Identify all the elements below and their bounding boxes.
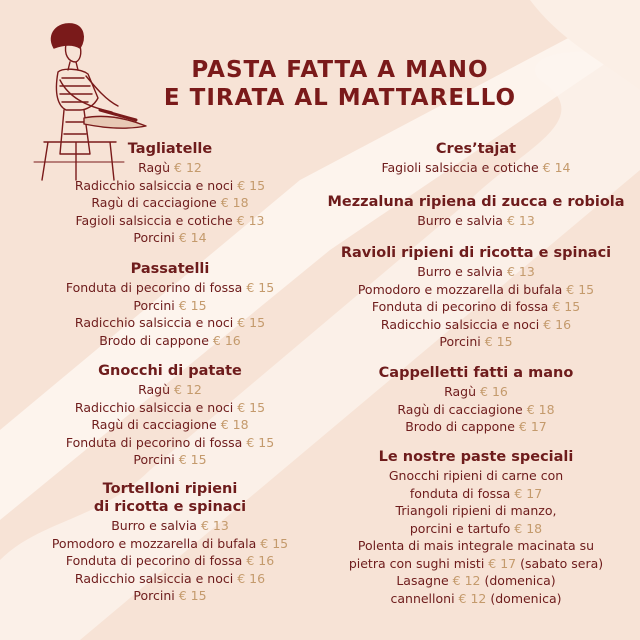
dish-name: Fagioli salsiccia e cotiche — [381, 160, 539, 175]
dish-name: fonduta di fossa — [409, 485, 511, 501]
dish-name: Pomodoro e mozzarella di bufala — [357, 281, 563, 297]
section-title: Gnocchi di patate — [98, 363, 242, 379]
dish-price: € 18 — [514, 520, 543, 536]
dish-name: pietra con sughi misti — [348, 555, 485, 571]
section-crestajat — [326, 140, 626, 177]
menu-item — [326, 590, 626, 608]
menu-item — [20, 381, 320, 399]
dish-note: (domenica) — [484, 573, 556, 588]
dish-price: € 12 — [174, 382, 202, 397]
dish-price: € 18 — [220, 195, 249, 210]
dish-name: Burro e salvia — [417, 213, 503, 228]
section-title: Ravioli ripieni di ricotta e spinaci — [340, 245, 612, 261]
dish-price: € 15 — [178, 452, 207, 467]
section-mezzaluna — [326, 193, 626, 230]
dish-note: (sabato sera) — [520, 555, 604, 571]
menu-item — [20, 570, 320, 588]
menu-item — [326, 485, 626, 503]
dish-name: Gnocchi ripieni di carne con — [388, 468, 564, 483]
menu-item — [326, 212, 626, 230]
dish-name: Ragù — [444, 384, 477, 399]
dish-price: € 15 — [552, 299, 581, 314]
dish-price: € 16 — [543, 316, 572, 332]
dish-name: Burro e salvia — [417, 264, 503, 279]
dish-price: € 15 — [237, 177, 266, 193]
menu-item — [326, 467, 626, 485]
dish-name: Lasagne — [396, 573, 449, 588]
menu-item — [20, 229, 320, 247]
dish-price: € 12 — [458, 590, 487, 606]
dish-name: Triangoli ripieni di manzo, — [395, 503, 557, 518]
dish-price: € 15 — [566, 281, 595, 297]
menu-item — [326, 298, 626, 316]
menu-item — [20, 587, 320, 605]
menu-item — [326, 401, 626, 419]
section-title: Tortelloni ripieni di ricotta e spinaci — [93, 481, 247, 515]
menu-title-line-2: E TIRATA AL MATTARELLO — [163, 85, 517, 111]
menu-item — [20, 399, 320, 417]
menu-item — [20, 212, 320, 230]
menu-item — [326, 281, 626, 299]
section-paste-speciali — [326, 448, 626, 607]
dish-name: Radicchio salsiccia e noci — [380, 316, 540, 332]
menu-item — [326, 555, 626, 573]
section-ravioli — [326, 244, 626, 351]
menu-item — [20, 177, 320, 195]
menu-item — [20, 279, 320, 297]
dish-name: Porcini — [133, 230, 175, 245]
dish-price: € 13 — [236, 212, 265, 228]
dish-price: € 16 — [237, 570, 266, 586]
section-tagliatelle — [20, 140, 320, 247]
section-title: Cappelletti fatti a mano — [378, 365, 574, 381]
dish-price: € 17 — [514, 485, 543, 501]
menu-item — [20, 159, 320, 177]
dish-price: € 16 — [246, 553, 275, 568]
section-title: Passatelli — [130, 261, 210, 277]
dish-name: Fonduta di pecorino di fossa — [65, 280, 243, 295]
section-title: Tagliatelle — [127, 141, 213, 157]
menu-item — [20, 314, 320, 332]
dish-price: € 15 — [260, 535, 289, 551]
dish-name: Porcini — [133, 588, 175, 603]
section-gnocchi-di-patate — [20, 362, 320, 469]
dish-name: Porcini — [133, 452, 175, 467]
section-cappelletti — [326, 364, 626, 436]
dish-name: Radicchio salsiccia e noci — [74, 570, 234, 586]
menu-item — [326, 159, 626, 177]
section-passatelli — [20, 260, 320, 349]
menu-item — [20, 552, 320, 570]
dish-name: Pomodoro e mozzarella di bufala — [51, 535, 257, 551]
menu-item — [326, 537, 626, 555]
dish-name: Ragù — [138, 382, 171, 397]
dish-name: Radicchio salsiccia e noci — [74, 315, 234, 330]
dish-price: € 15 — [246, 280, 275, 295]
section-title: Le nostre paste speciali — [378, 449, 574, 465]
menu-item — [326, 263, 626, 281]
dish-price: € 15 — [237, 399, 266, 415]
dish-price: € 12 — [452, 573, 481, 588]
menu-item — [326, 520, 626, 538]
dish-name: Fonduta di pecorino di fossa — [371, 299, 549, 314]
menu-item — [20, 332, 320, 350]
dish-price: € 18 — [220, 417, 249, 432]
dish-name: Porcini — [439, 334, 481, 349]
dish-name: Burro e salvia — [111, 518, 197, 533]
dish-note: (domenica) — [490, 590, 562, 606]
dish-price: € 15 — [484, 334, 513, 349]
dish-name: Fonduta di pecorino di fossa — [65, 434, 243, 450]
dish-name: Porcini — [133, 297, 175, 313]
menu-item — [20, 451, 320, 469]
dish-name: Fagioli salsiccia e cotiche — [75, 212, 233, 228]
dish-name: cannelloni — [390, 590, 455, 606]
dish-name: Ragù — [138, 160, 171, 175]
menu-item — [20, 194, 320, 212]
dish-name: Polenta di mais integrale macinata su — [357, 538, 595, 553]
dish-name: Ragù di cacciagione — [91, 417, 217, 432]
dish-price: € 16 — [212, 332, 241, 348]
dish-name: Ragù di cacciagione — [397, 401, 523, 417]
dish-price: € 15 — [178, 297, 207, 313]
dish-name: Radicchio salsiccia e noci — [74, 177, 234, 193]
menu-item — [20, 535, 320, 553]
dish-price: € 17 — [518, 419, 547, 434]
dish-price: € 17 — [488, 555, 517, 571]
dish-price: € 15 — [237, 315, 266, 330]
section-title: Mezzaluna ripiena di zucca e robiola — [327, 194, 625, 210]
menu-item — [326, 572, 626, 590]
menu-item — [20, 297, 320, 315]
section-title: Cres’tajat — [435, 141, 517, 157]
menu-item — [20, 416, 320, 434]
dish-name: Brodo di cappone — [99, 332, 209, 348]
dish-name: porcini e tartufo — [409, 520, 511, 536]
dish-price: € 13 — [200, 518, 229, 533]
dish-name: Fonduta di pecorino di fossa — [65, 553, 243, 568]
section-tortelloni — [20, 480, 320, 605]
menu-item — [20, 434, 320, 452]
dish-price: € 15 — [246, 434, 275, 450]
dish-price: € 13 — [506, 264, 535, 279]
menu-item — [326, 333, 626, 351]
dish-name: Brodo di cappone — [405, 419, 515, 434]
menu-item — [20, 517, 320, 535]
dish-price: € 14 — [542, 160, 571, 175]
menu-item — [326, 383, 626, 401]
menu-item — [326, 316, 626, 334]
dish-price: € 14 — [178, 230, 207, 245]
dish-price: € 13 — [506, 213, 535, 228]
dish-name: Radicchio salsiccia e noci — [74, 399, 234, 415]
menu-item — [326, 502, 626, 520]
menu-item — [326, 418, 626, 436]
dish-price: € 16 — [480, 384, 508, 399]
dish-price: € 12 — [174, 160, 202, 175]
dish-price: € 15 — [178, 588, 207, 603]
dish-name: Ragù di cacciagione — [91, 195, 217, 210]
menu-title-line-1: PASTA FATTA A MANO — [191, 57, 489, 83]
dish-price: € 18 — [526, 401, 555, 417]
